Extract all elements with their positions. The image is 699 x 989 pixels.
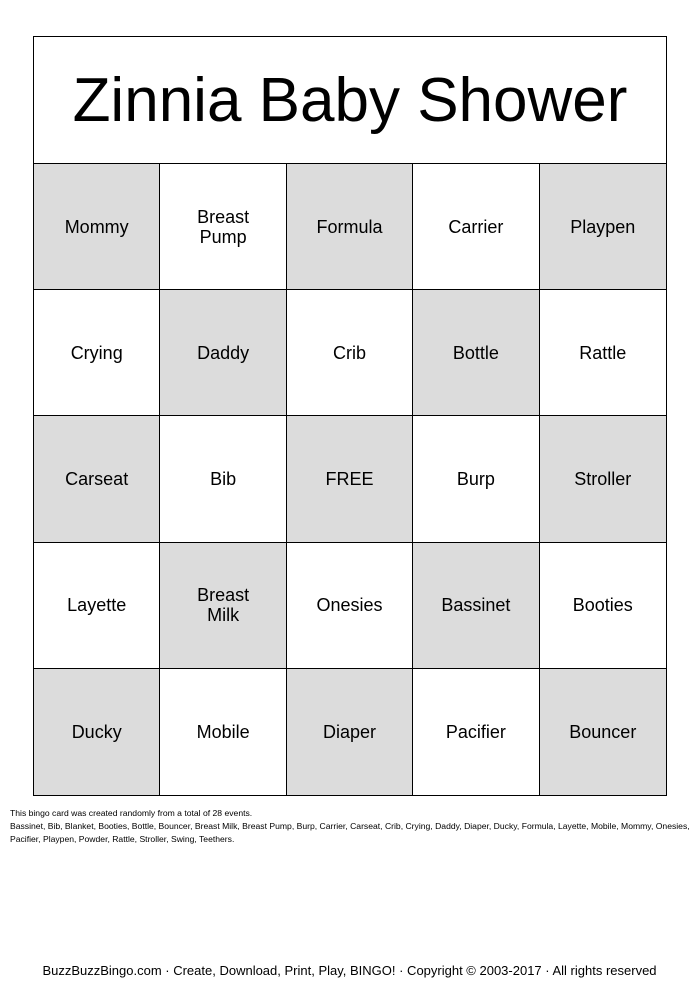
- event-list: Bassinet, Bib, Blanket, Booties, Bottle, Bouncer, Breast Milk, Breast Pump, Burp, Carrier, Carseat, Crib, Crying, Daddy, Diaper, Ducky, Formula, Layette, Mobile, Mommy, Onesies, Pacifier, Playpen, Powder, Rattle, Stroller, Swing, Teethers.: [10, 821, 690, 844]
- footer-copyright: BuzzBuzzBingo.com · Create, Download, Print, Play, BINGO! · Copyright © 2003-2017 · All rights reserved: [42, 963, 657, 978]
- bingo-cell: Bottle: [413, 290, 539, 416]
- bingo-cell: Ducky: [34, 669, 160, 795]
- bingo-cell: Breast Milk: [160, 543, 286, 669]
- bingo-cell: Crying: [34, 290, 160, 416]
- bingo-cell: Bassinet: [413, 543, 539, 669]
- bingo-cell: Bouncer: [540, 669, 666, 795]
- free-space-cell: FREE: [287, 416, 413, 542]
- bingo-card: [33, 36, 667, 796]
- bingo-cell: Crib: [287, 290, 413, 416]
- bingo-cell: Playpen: [540, 164, 666, 290]
- card-title: Zinnia Baby Shower: [34, 37, 666, 164]
- bingo-cell: Booties: [540, 543, 666, 669]
- bingo-cell: Carseat: [34, 416, 160, 542]
- bingo-cell: Diaper: [287, 669, 413, 795]
- bingo-cell: Stroller: [540, 416, 666, 542]
- card-info: [10, 807, 694, 846]
- bingo-cell: Layette: [34, 543, 160, 669]
- bingo-cell: Formula: [287, 164, 413, 290]
- bingo-cell: Pacifier: [413, 669, 539, 795]
- bingo-cell: Breast Pump: [160, 164, 286, 290]
- bingo-cell: Carrier: [413, 164, 539, 290]
- bingo-cell: Onesies: [287, 543, 413, 669]
- bingo-cell: Mommy: [34, 164, 160, 290]
- bingo-cell: Daddy: [160, 290, 286, 416]
- bingo-cell: Burp: [413, 416, 539, 542]
- event-count-note: This bingo card was created randomly from a total of 28 events.: [10, 808, 253, 818]
- bingo-cell: Bib: [160, 416, 286, 542]
- bingo-cell: Mobile: [160, 669, 286, 795]
- bingo-cell: Rattle: [540, 290, 666, 416]
- bingo-grid: [34, 164, 666, 795]
